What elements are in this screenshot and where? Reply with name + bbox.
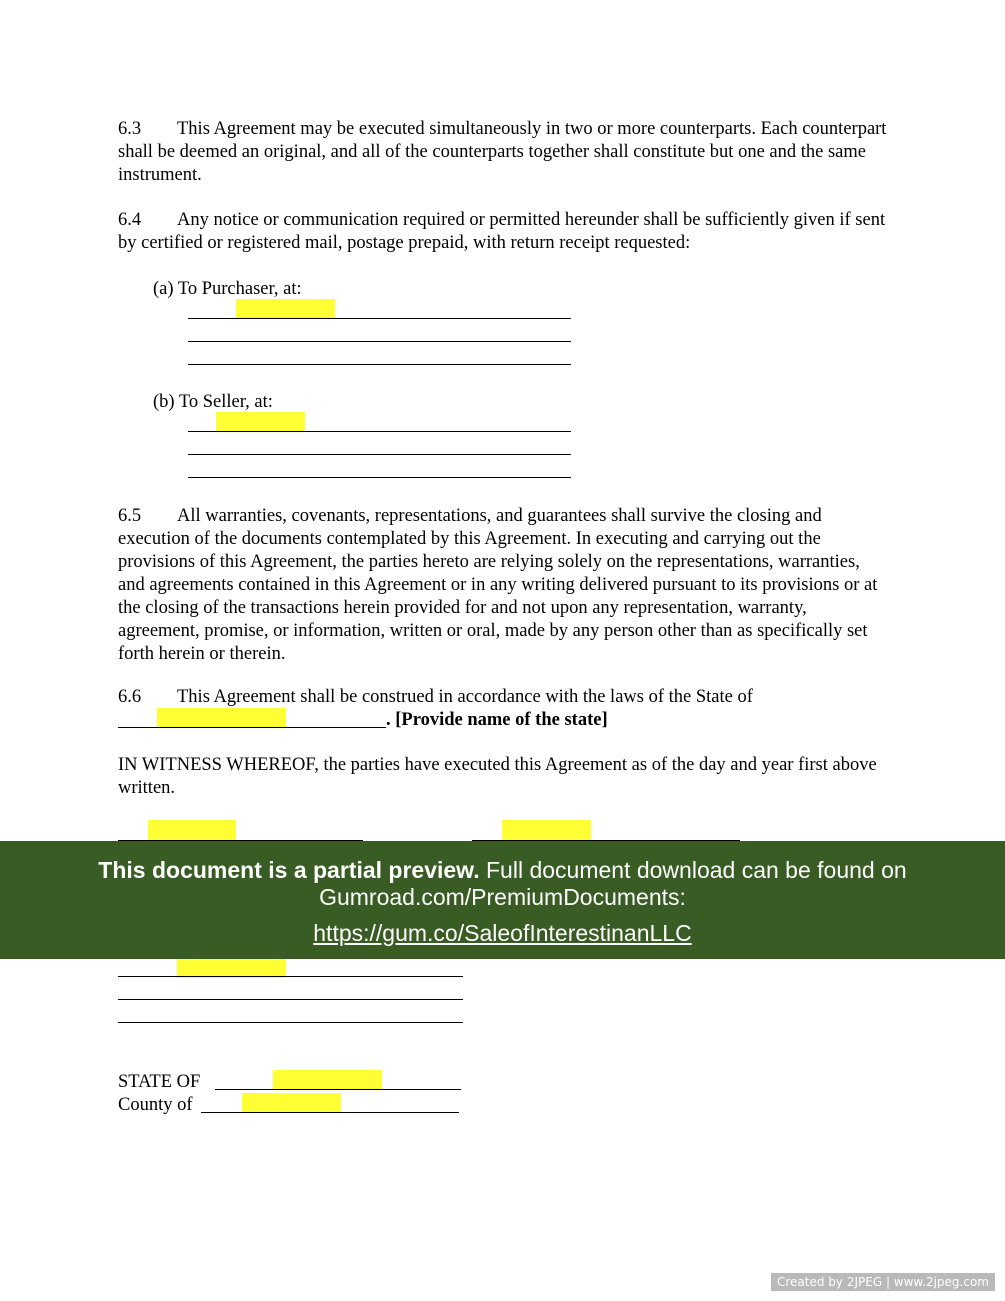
state-name-line <box>118 727 386 728</box>
signature-highlight <box>502 820 591 841</box>
banner-line-1 <box>0 857 1005 884</box>
state-name-highlight <box>157 708 286 728</box>
seller-label: (b) To Seller, at: <box>153 392 273 412</box>
purchaser-address-line <box>188 341 571 342</box>
purchaser-address-line <box>188 318 571 319</box>
section-6-4 <box>118 209 888 255</box>
signature-highlight <box>148 820 236 841</box>
section-text: All warranties, covenants, representations, and guarantees shall survive the closing and execution of the documents contemplated by this Agreement. In executing and carrying out the provisions of this Agreement, the parties hereto are relying solely on the representations, warranties, and agreements contained in this Agreement or in any writing delivered pursuant to its provisions or at the closing of the transactions herein provided for and not upon any representation, warranty, agreement, promise, or information, written or oral, made by any person other than as specifically set forth herein or therein. <box>118 506 878 664</box>
section-text: This Agreement shall be construed in accordance with the laws of the State of <box>177 687 753 707</box>
banner-bold: This document is a partial preview. <box>98 857 480 883</box>
seller-address-line <box>188 454 571 455</box>
address-line <box>118 976 463 977</box>
seller-address-line <box>188 431 571 432</box>
section-6-3 <box>118 118 888 187</box>
state-of-label: STATE OF <box>118 1072 201 1092</box>
address-line <box>118 1022 463 1023</box>
banner-line-2: Gumroad.com/PremiumDocuments: <box>319 884 686 910</box>
state-note: . [Provide name of the state] <box>386 710 608 730</box>
section-text: Any notice or communication required or permitted hereunder shall be sufficiently given if sent by certified or registered mail, postage prepaid, with return receipt requested: <box>118 210 886 253</box>
banner-link[interactable]: https://gum.co/SaleofInterestinanLLC <box>313 920 692 946</box>
state-note-text: [Provide name of the state] <box>395 710 608 730</box>
section-number: 6.6 <box>118 687 142 707</box>
seller-highlight <box>216 412 305 432</box>
section-6-6 <box>118 686 888 709</box>
county-of-highlight <box>242 1093 341 1113</box>
section-number: 6.3 <box>118 119 142 139</box>
state-of-highlight <box>273 1070 382 1090</box>
purchaser-address-line <box>188 364 571 365</box>
purchaser-label: (a) To Purchaser, at: <box>153 279 302 299</box>
address-line <box>118 999 463 1000</box>
section-6-5 <box>118 505 888 666</box>
seller-address-line <box>188 477 571 478</box>
state-of-line <box>215 1089 461 1090</box>
county-of-line <box>201 1112 459 1113</box>
section-number: 6.4 <box>118 210 142 230</box>
section-number: 6.5 <box>118 506 142 526</box>
banner-rest: Full document download can be found on <box>479 857 907 883</box>
watermark: Created by 2JPEG | www.2jpeg.com <box>771 1273 995 1291</box>
section-text: This Agreement may be executed simultaneously in two or more counterparts. Each counterpart shall be deemed an original, and all of the counterparts together shall constitute but one and the same instrument. <box>118 119 887 185</box>
witness-paragraph: IN WITNESS WHEREOF, the parties have executed this Agreement as of the day and year first above written. <box>118 755 877 798</box>
county-of-label: County of <box>118 1095 193 1115</box>
purchaser-highlight <box>236 299 335 319</box>
preview-banner <box>0 841 1005 959</box>
